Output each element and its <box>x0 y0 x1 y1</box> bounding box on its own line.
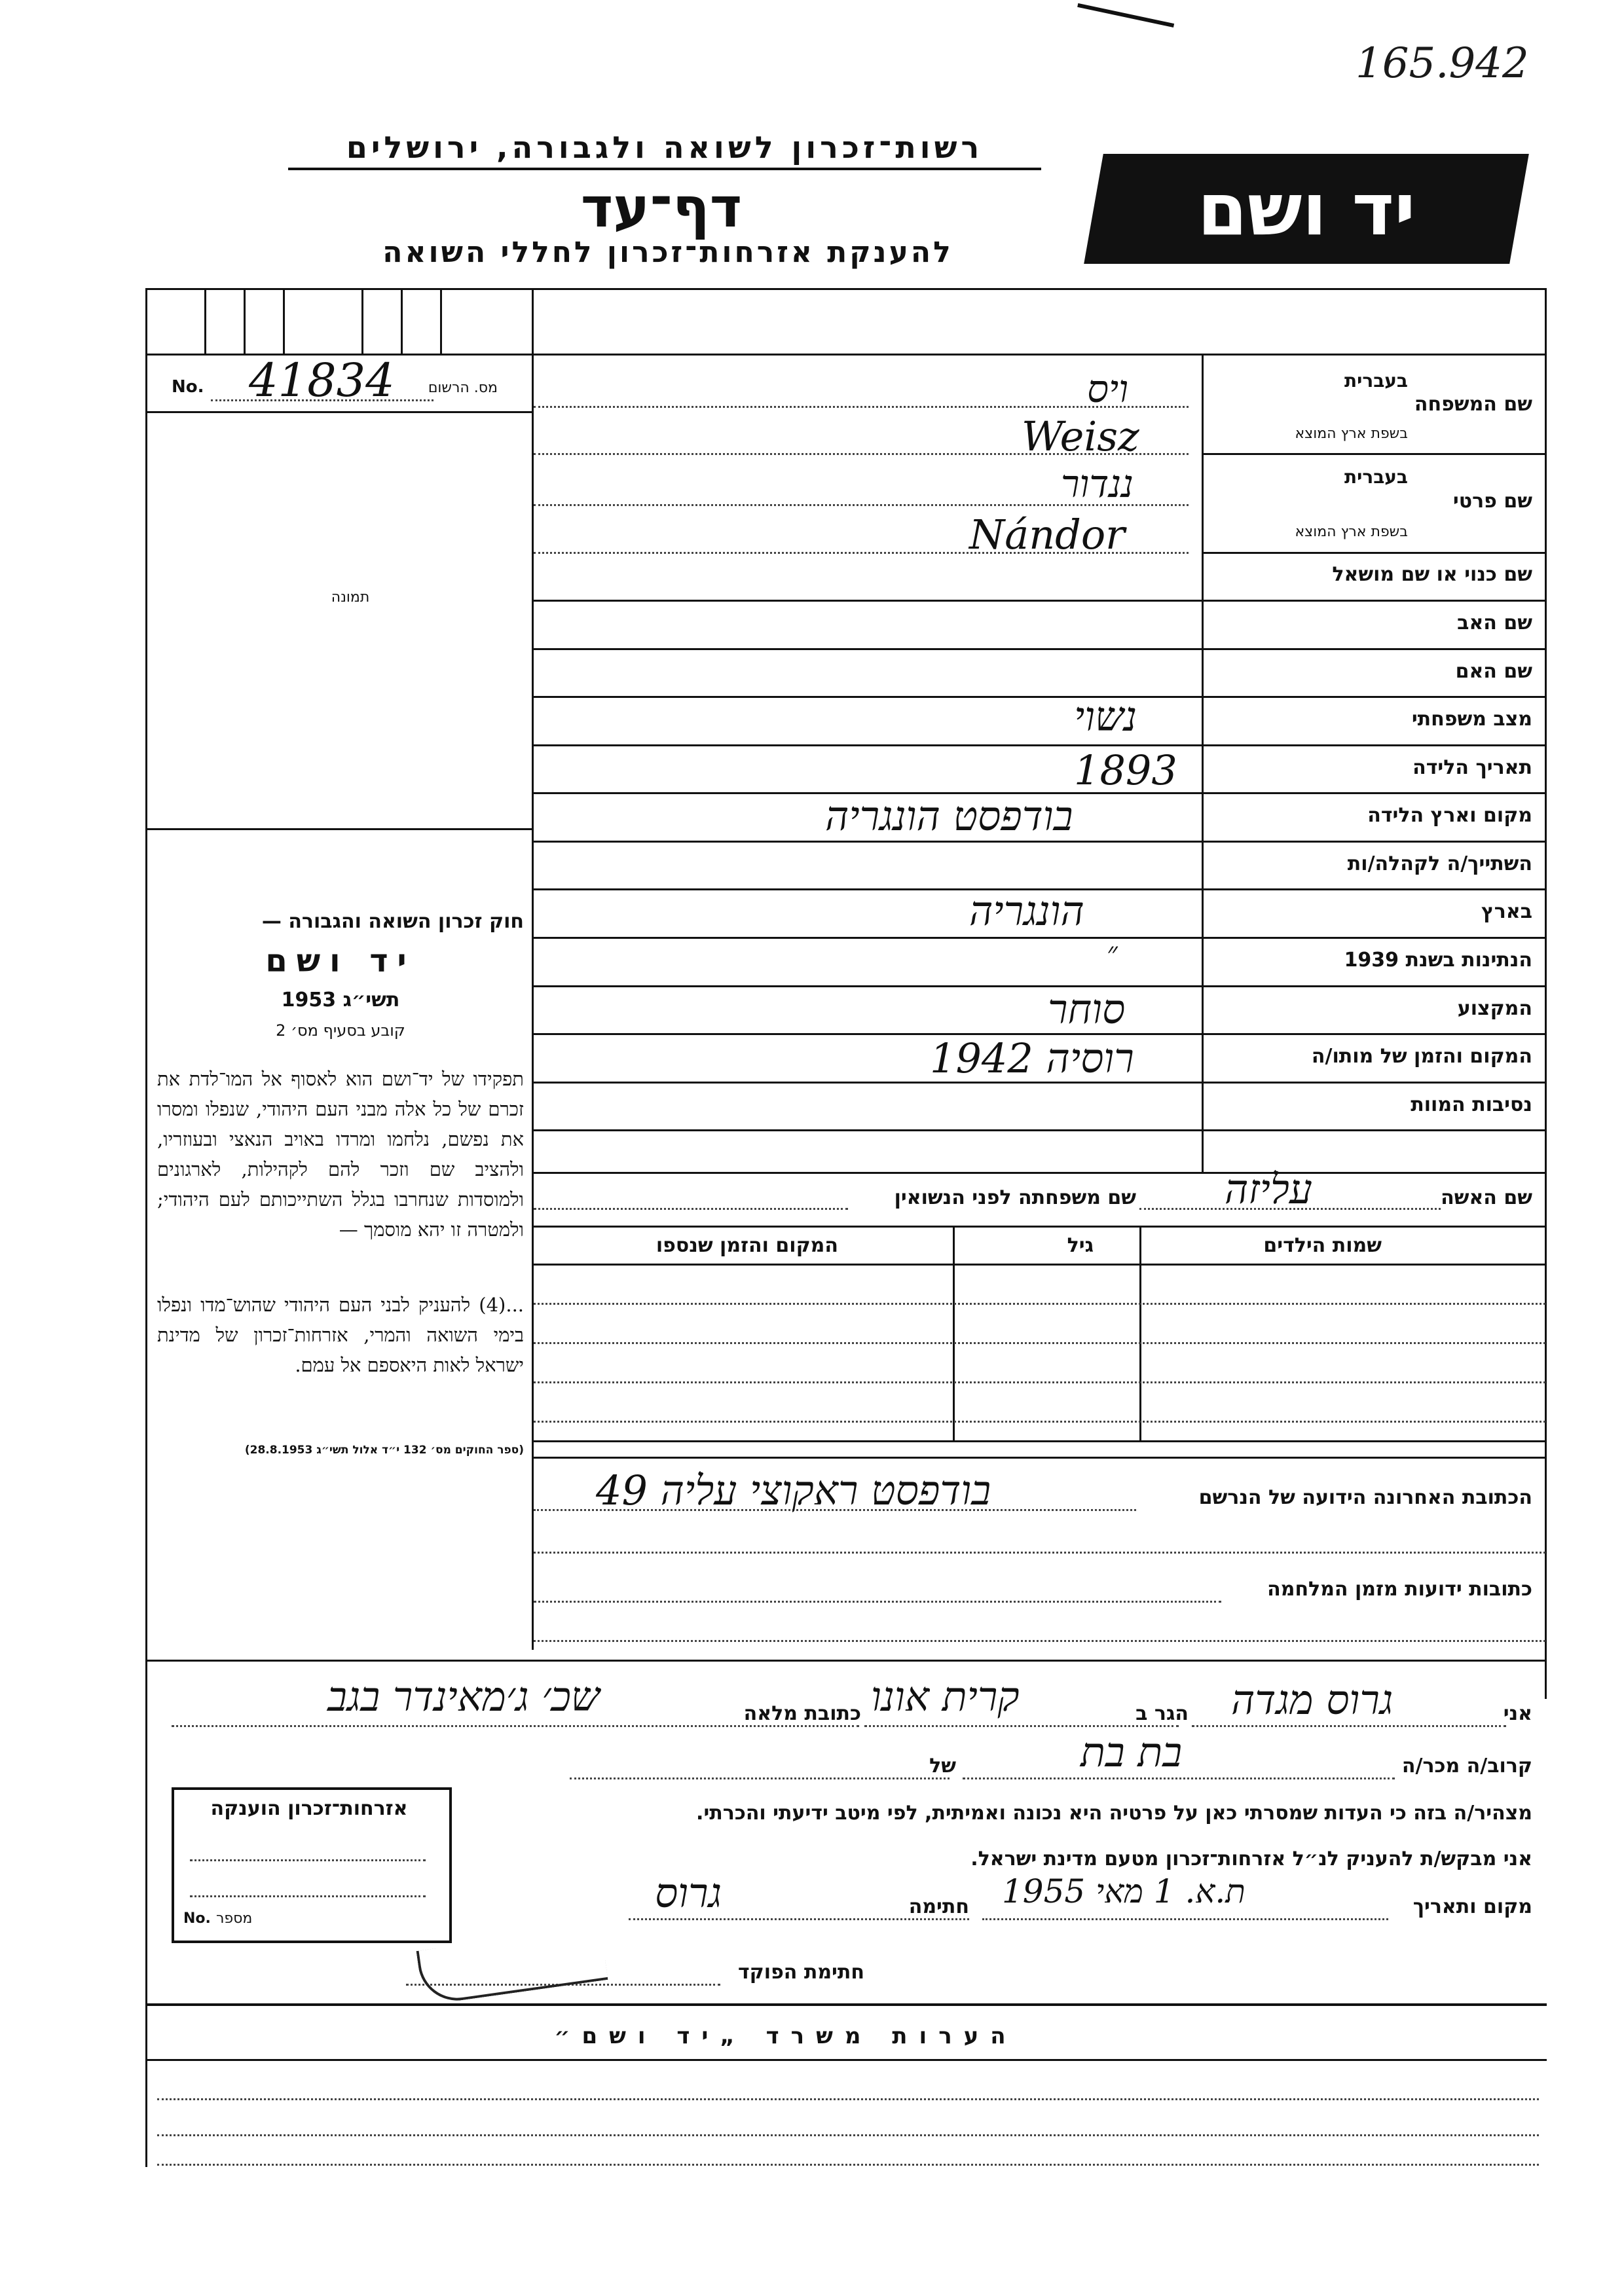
children-row-line <box>534 1421 1545 1423</box>
signature-value: גרוס <box>655 1869 722 1917</box>
declaration-request: אני מבקש/ת להעניק לנ״ל אזרחות־זכרון מטעם מדינת ישראל. <box>970 1848 1532 1870</box>
city-line <box>864 1725 1179 1727</box>
wife-row-bottom <box>534 1226 1545 1228</box>
signature-line <box>629 1918 969 1920</box>
page-subtitle: להענקת אזרחות־זכרון לחללי השואה <box>382 236 953 269</box>
office-notes-heading: הערות משרד „יד ושם״ <box>554 2023 1018 2049</box>
death-value: רוסיה 1942 <box>930 1034 1134 1082</box>
torn-corner-mark <box>1072 3 1174 53</box>
residing-label: הגר ב <box>1135 1702 1189 1725</box>
row-line <box>534 600 1545 602</box>
address-top <box>534 1457 1545 1459</box>
declarant-name-line <box>1192 1725 1506 1727</box>
relation-value: בת בת <box>1080 1728 1183 1776</box>
first-name-origin: Nándor <box>969 511 1125 558</box>
children-table-bottom <box>534 1440 1545 1442</box>
signature-label: חתימה <box>908 1895 969 1918</box>
war-address-line <box>534 1601 1221 1603</box>
row-line <box>534 985 1545 987</box>
frame-left <box>145 288 147 2167</box>
declarant-ani: אני <box>1503 1702 1532 1725</box>
box-divider <box>244 288 246 354</box>
first-origin-label: בשפת ארץ המוצא <box>1295 524 1408 540</box>
first-name-hebrew: ננדור <box>1061 462 1134 506</box>
notes-dotted-2 <box>157 2134 1539 2136</box>
row-line <box>534 744 1545 746</box>
left-column-divider <box>532 288 534 1650</box>
row-line <box>534 937 1545 939</box>
frame-right <box>1545 288 1547 1699</box>
marital-label: מצב משפחתי <box>1411 708 1532 731</box>
wife-value: עליזה <box>1225 1165 1312 1213</box>
death-cause-label: נסיבות המוות <box>1411 1093 1532 1116</box>
street-line <box>172 1725 859 1727</box>
citizenship-number-label: מספר <box>216 1910 253 1927</box>
row-line <box>534 1129 1545 1131</box>
children-header-place: המקום והזמן שנספו <box>655 1234 838 1257</box>
family-name-origin: Weisz <box>1022 412 1139 460</box>
citizenship-line-2 <box>190 1895 426 1897</box>
box-divider <box>440 288 442 354</box>
place-date-label: מקום ותאריך <box>1412 1895 1532 1918</box>
children-header-names: שמות הילדים <box>1263 1234 1382 1257</box>
box-divider <box>283 288 285 354</box>
family-origin-label: בשפת ארץ המוצא <box>1295 426 1408 442</box>
citizenship-line <box>190 1859 426 1861</box>
marital-value: נשוי <box>1074 693 1137 740</box>
family-name-label: שם המשפחה <box>1414 393 1532 416</box>
row-line <box>534 841 1545 843</box>
box-divider <box>401 288 403 354</box>
law-text-1: תפקידו של יד־ושם הוא לאסוף אל המו־לדת את זכרם של כל אלה מבני העם היהודי, שנפלו ומסרו את נפשם, נלחמו ומרדו באויב הנאצי ובעוזריו, ולהציב שם וזכר להם לקהילות, לארגונים ולמוסדות שנחרבו בגלל השתייכותם לעם היהודי; ולמטרה זו יהא מוסמך — <box>157 1068 524 1241</box>
of-label: של <box>929 1755 956 1777</box>
address-bottom <box>145 1660 1547 1662</box>
law-year: תשי״ג 1953 <box>281 989 400 1011</box>
citizenship-box-title: אזרחות־זכרון הוענקה <box>210 1797 408 1820</box>
authority-heading: רשות־זכרון לשואה ולגבורה, ירושלים <box>288 130 1041 170</box>
children-header-bottom <box>534 1264 1545 1266</box>
profession-label: המקצוע <box>1457 997 1532 1020</box>
of-line <box>570 1777 950 1779</box>
value-label-divider <box>1202 354 1204 1172</box>
maiden-line <box>534 1208 848 1210</box>
children-header-age: גיל <box>1067 1234 1094 1257</box>
registry-row-bottom <box>145 411 532 413</box>
birth-place-label: מקום וארץ הלידה <box>1367 804 1532 827</box>
nationality-label: הנתינות בשנת 1939 <box>1344 949 1532 972</box>
family-hebrew-label: בעברית <box>1344 370 1408 392</box>
law-clause: קובע בסעיף מס׳ 2 <box>276 1021 405 1040</box>
children-row-line <box>534 1381 1545 1383</box>
relation-line <box>963 1777 1395 1779</box>
community-label: השתייך/ה לקהלה/ות <box>1347 852 1532 875</box>
street-value: שכ׳ ג׳מאינדר בגב <box>327 1673 600 1721</box>
mother-label: שם האם <box>1455 660 1532 683</box>
registry-label: מס. הרשום <box>428 380 498 396</box>
row-line <box>1202 552 1545 554</box>
row-line <box>534 1172 1545 1174</box>
place-date-value: ת.א. 1 מאי 1955 <box>1002 1872 1246 1910</box>
archive-number: 165.942 <box>1356 39 1529 88</box>
row-line <box>534 648 1545 650</box>
death-label: המקום והזמן של מותו/ה <box>1311 1045 1532 1068</box>
officer-signature-label: חתימת הפוקד <box>738 1961 864 1984</box>
birth-date-value: 1893 <box>1074 746 1177 794</box>
children-col-divider <box>953 1226 955 1442</box>
father-label: שם האב <box>1457 611 1532 634</box>
box-divider <box>361 288 363 354</box>
nationality-value: ״ <box>1107 936 1118 970</box>
family-name-hebrew: ויס <box>1087 367 1129 411</box>
country-value: הונגריה <box>969 887 1084 935</box>
war-address-label: כתובות ידועות מזמן המלחמה <box>1267 1578 1532 1601</box>
law-name: יד ושם <box>265 943 416 979</box>
children-row-line <box>534 1342 1545 1344</box>
place-date-line <box>982 1918 1388 1920</box>
law-title: חוק זכרון השואה והגבורה — <box>261 910 524 933</box>
last-address-value: בודפסט ראקוצי עליה 49 <box>596 1467 991 1514</box>
photo-label: תמונה <box>331 589 370 606</box>
city-value: קרית אונו <box>871 1673 1020 1721</box>
wife-label: שם האשה <box>1441 1186 1532 1209</box>
birth-place-value: בודפסט הונגריה <box>825 792 1073 840</box>
children-row-line <box>534 1303 1545 1305</box>
declaration-statement: מצהיר/ה בזה כי העדות שמסרתי כאן על פרטיה היא נכונה ואמיתית, לפי מיטב ידיעתי והכרתי. <box>696 1802 1532 1825</box>
notes-dotted-1 <box>157 2098 1539 2100</box>
children-col-divider <box>1139 1226 1141 1442</box>
law-citation: (ספר החוקים מס׳ 132 י״ד אלול תשי״ג 28.8.1953) <box>244 1444 524 1457</box>
address-extra-line <box>534 1552 1545 1554</box>
law-text-2: ...(4) להעניק לבני העם היהודי שהוש־מדו ונפלו בימי השואה והמרי, אזרחות־זכרון של מדינת ישראל לאות היאספם אל עמם. <box>157 1294 524 1376</box>
box-divider <box>204 288 206 354</box>
row-line <box>534 696 1545 698</box>
registry-number: 41834 <box>249 354 395 407</box>
profession-value: סוחר <box>1048 985 1126 1033</box>
notes-top <box>145 2003 1547 2006</box>
war-address-line-2 <box>534 1640 1545 1642</box>
logo-text: יד ושם <box>1197 168 1416 251</box>
row-line <box>1202 453 1545 455</box>
registry-no-label: No. <box>172 377 204 397</box>
nickname-label: שם כנוי או שם מושאל <box>1332 563 1532 586</box>
notes-dotted-3 <box>157 2164 1539 2166</box>
citizenship-no-label: No. <box>183 1910 211 1927</box>
page-title: דף־עד <box>580 175 743 240</box>
country-label: בארץ <box>1481 900 1532 923</box>
notes-line <box>145 2059 1547 2061</box>
birth-date-label: תאריך הלידה <box>1412 756 1532 779</box>
first-name-label: שם פרטי <box>1452 490 1532 513</box>
photo-area-bottom <box>145 828 532 830</box>
declarant-name-value: גרוס מגדה <box>1231 1676 1393 1724</box>
frame-top <box>145 288 1547 290</box>
relation-label: קרוב/ה מכר/ה <box>1401 1755 1532 1777</box>
full-address-label: כתובת מלאה <box>743 1702 861 1725</box>
maiden-name-label: שם משפחתה לפני הנשואין <box>894 1186 1136 1209</box>
first-hebrew-label: בעברית <box>1344 466 1408 488</box>
last-address-label: הכתובת האחרונה הידועה של הנרשם <box>1198 1486 1532 1509</box>
